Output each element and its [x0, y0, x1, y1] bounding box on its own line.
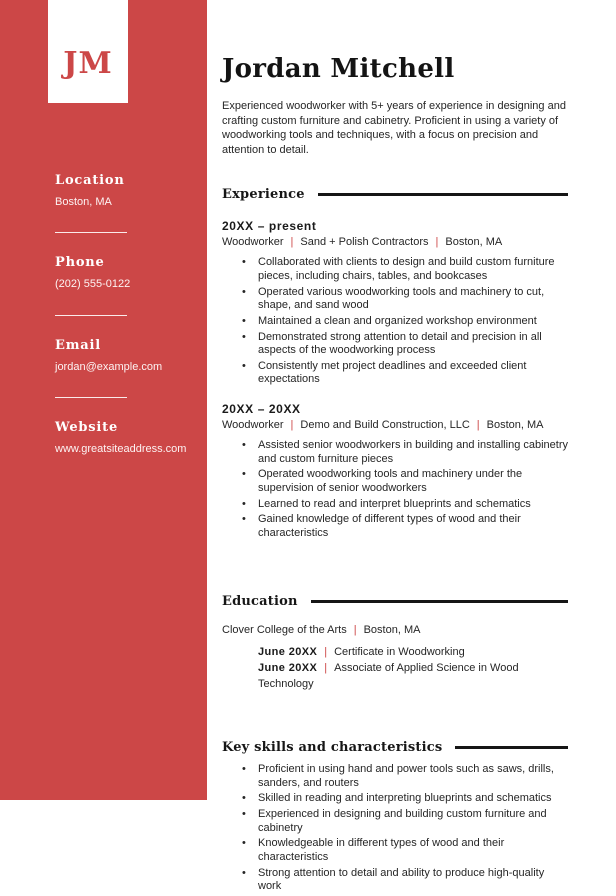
sidebar-divider: [55, 397, 127, 398]
job-dates: 20XX – 20XX: [222, 402, 301, 417]
experience-entries: [222, 219, 568, 540]
job-entry: [222, 219, 568, 387]
contact-phone: [55, 255, 185, 291]
contact-label: Location: [55, 173, 125, 188]
separator-pipe: |: [324, 646, 328, 659]
contact-value: jordan@example.com: [55, 360, 163, 373]
job-title-line: [222, 236, 568, 248]
job-bullet: • Learned to read and interpret blueprints and schematics: [258, 498, 568, 512]
degree-list: [258, 645, 568, 693]
degree-date: June 20XX: [258, 646, 318, 659]
degree-row: [258, 661, 568, 693]
job-dates: 20XX – present: [222, 219, 317, 234]
heading-rule: [318, 193, 568, 196]
separator-pipe: |: [324, 662, 328, 675]
skills-section-heading: [222, 740, 568, 755]
contact-value: (202) 555-0122: [55, 278, 131, 291]
page-title: Jordan Mitchell: [222, 54, 455, 84]
school-name: Clover College of the Arts: [222, 624, 347, 637]
job-entry: [222, 402, 568, 540]
contact-label: Phone: [55, 255, 105, 271]
job-role: Woodworker: [222, 419, 284, 432]
job-location: Boston, MA: [486, 419, 544, 432]
job-company: Demo and Build Construction, LLC: [300, 419, 470, 432]
education-section-heading: [222, 594, 568, 609]
monogram-box: [48, 0, 128, 103]
contact-email: [55, 338, 185, 374]
skill-bullet: • Knowledgeable in different types of wood and their characteristics: [258, 837, 568, 864]
job-bullet-list: [222, 439, 568, 540]
experience-section-heading: [222, 187, 568, 202]
job-role: Woodworker: [222, 236, 284, 249]
job-bullet: • Operated various woodworking tools and machinery to cut, shape, and sand wood: [258, 286, 568, 313]
education-title: Education: [222, 594, 298, 610]
job-bullet: • Assisted senior woodworkers in building and installing cabinetry and custom furniture pieces: [258, 439, 568, 466]
separator-pipe: |: [435, 236, 439, 249]
skill-bullet: • Experienced in designing and building custom furniture and cabinetry: [258, 808, 568, 835]
skill-bullet: • Skilled in reading and interpreting blueprints and schematics: [258, 792, 568, 806]
education-school-line: [222, 624, 568, 636]
school-location: Boston, MA: [363, 624, 421, 637]
resume-body: [222, 0, 568, 896]
summary-paragraph: Experienced woodworker with 5+ years of experience in designing and crafting custom furniture and cabinetry. Proficient in using a variety of woodworking tools and techniques, with a focus on precision and attention to detail.: [222, 99, 566, 156]
contact-label: Email: [55, 337, 101, 353]
degree-name: Certificate in Woodworking: [334, 646, 465, 659]
experience-title: Experience: [222, 187, 305, 203]
contact-location: [55, 173, 185, 209]
job-bullet: • Consistently met project deadlines and exceeded client expectations: [258, 360, 568, 387]
sidebar-divider: [55, 232, 127, 233]
sidebar-divider: [55, 315, 127, 316]
degree-date: June 20XX: [258, 662, 318, 675]
skill-bullet: • Proficient in using hand and power tools such as saws, drills, sanders, and routers: [258, 763, 568, 790]
job-company: Sand + Polish Contractors: [300, 236, 429, 249]
heading-rule: [311, 600, 568, 603]
sidebar: [0, 0, 207, 800]
contact-value: www.greatsiteaddress.com: [55, 442, 187, 455]
separator-pipe: |: [353, 624, 357, 637]
job-bullet-list: [222, 256, 568, 387]
separator-pipe: |: [290, 419, 294, 432]
job-bullet: • Operated woodworking tools and machinery under the supervision of senior woodworkers: [258, 468, 568, 495]
contact-label: Website: [55, 419, 119, 435]
contact-value: Boston, MA: [55, 196, 112, 208]
monogram-initials: JM: [63, 46, 113, 81]
contact-website: [55, 420, 185, 456]
job-bullet: • Gained knowledge of different types of wood and their characteristics: [258, 513, 568, 540]
job-bullet: • Demonstrated strong attention to detail and precision in all aspects of the woodworking process: [258, 331, 568, 358]
skills-title: Key skills and characteristics: [222, 740, 443, 756]
job-title-line: [222, 419, 568, 431]
job-location: Boston, MA: [445, 236, 503, 249]
job-bullet: • Collaborated with clients to design and build custom furniture pieces, including chairs, tables, and bookcases: [258, 256, 568, 283]
skill-bullet: • Strong attention to detail and ability to produce high-quality work: [258, 867, 568, 894]
heading-rule: [455, 746, 568, 749]
degree-name: Associate of Applied Science in Wood Technology: [258, 662, 519, 691]
skills-list: [222, 763, 568, 894]
separator-pipe: |: [290, 236, 294, 249]
separator-pipe: |: [476, 419, 480, 432]
contact-list: [55, 173, 185, 456]
job-bullet: • Maintained a clean and organized workshop environment: [258, 315, 568, 329]
degree-row: [258, 645, 568, 661]
